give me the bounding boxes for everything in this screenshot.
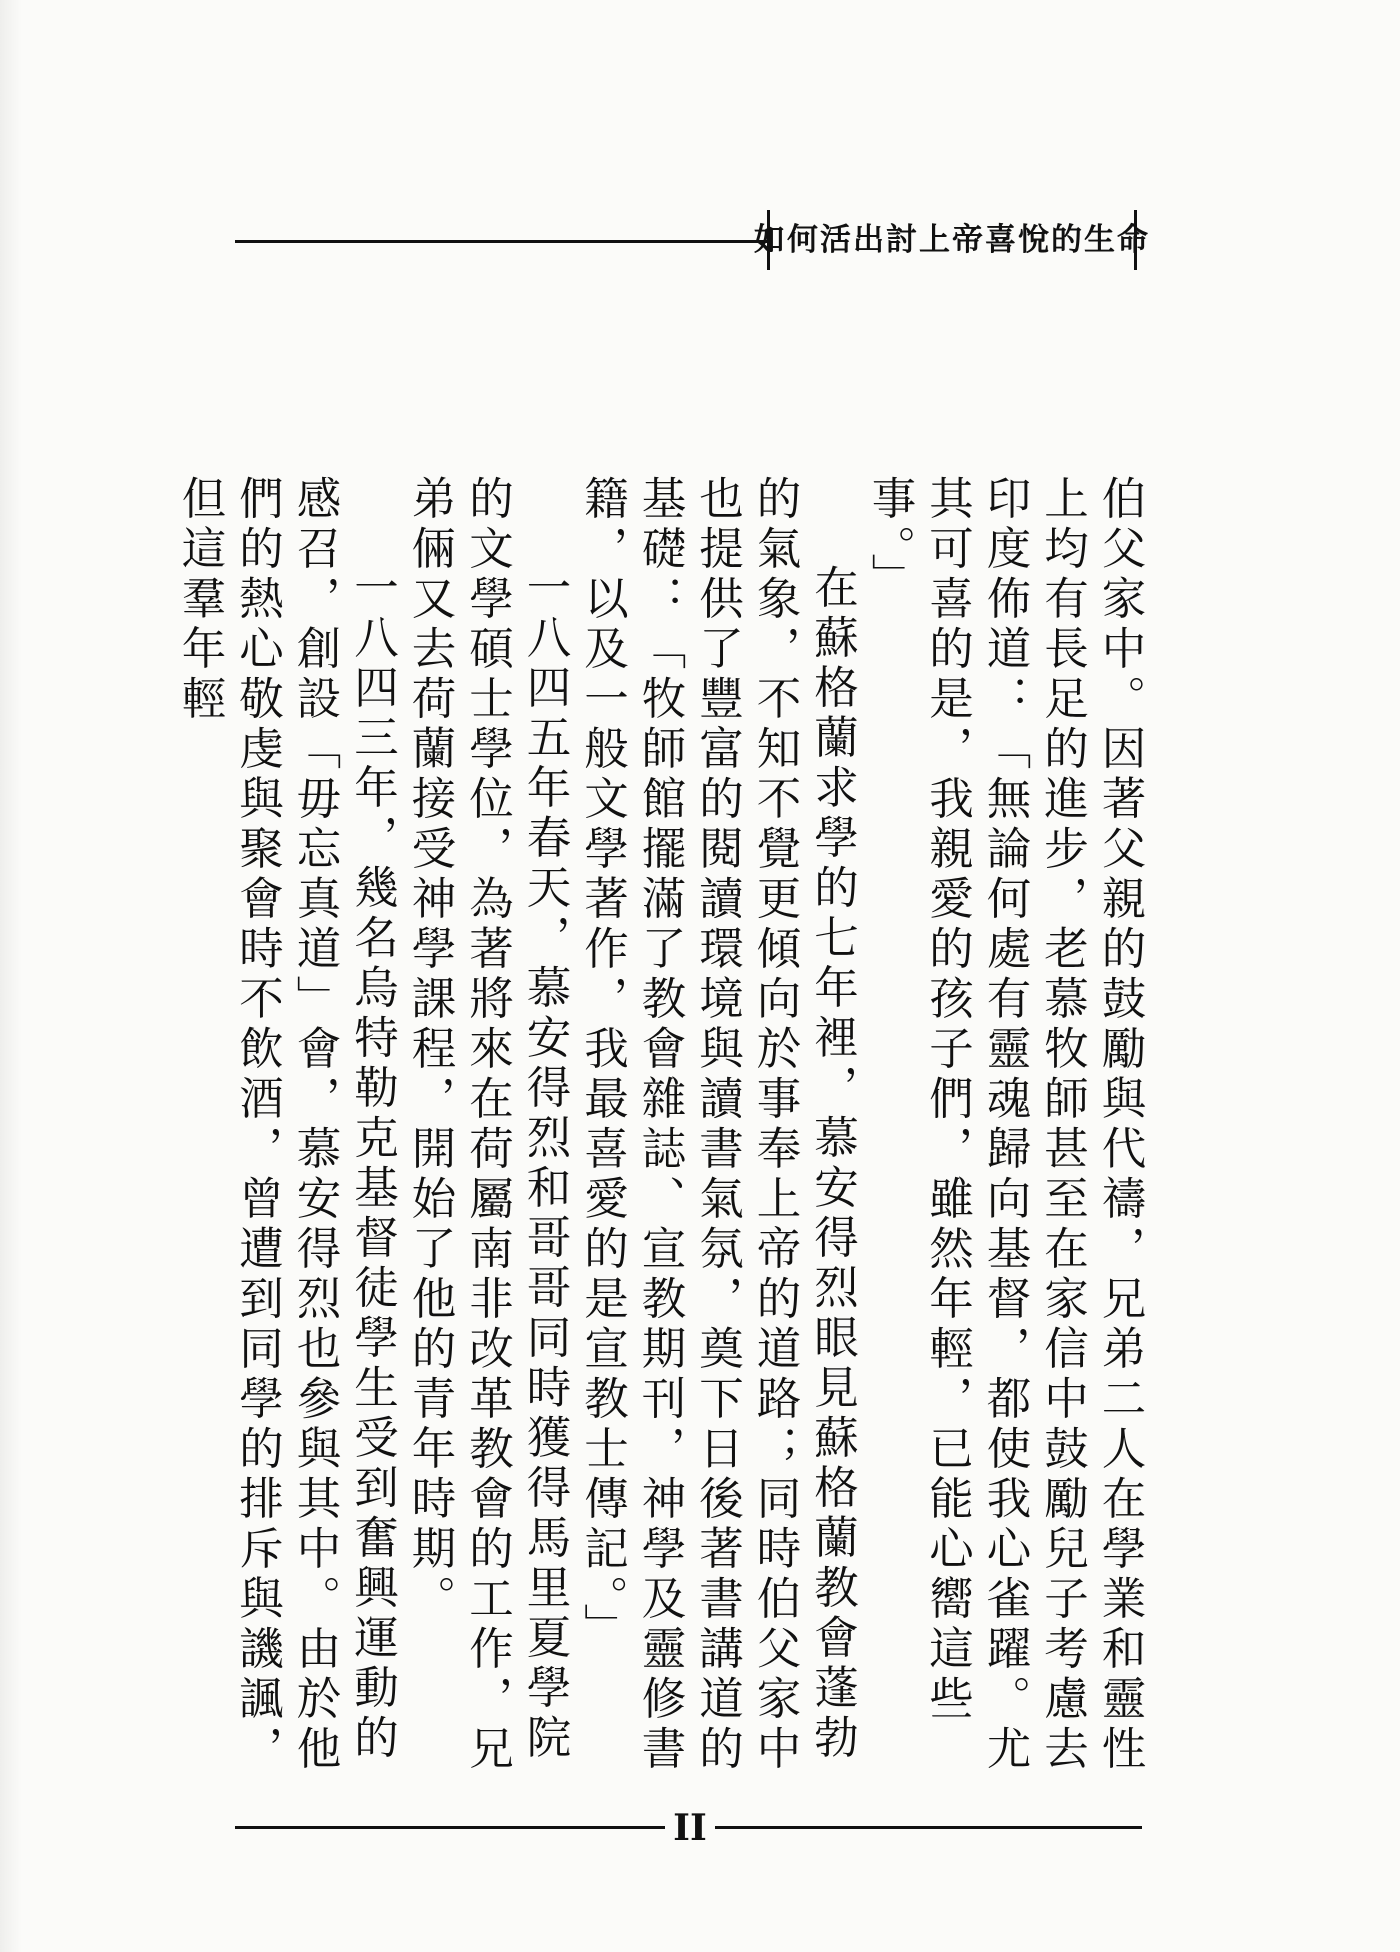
page-number: II bbox=[673, 1807, 707, 1849]
running-header-title: 如何活出討上帝喜悅的生命 bbox=[754, 221, 1150, 258]
footer-rule-right bbox=[715, 1826, 1142, 1829]
header-rule bbox=[235, 240, 767, 243]
running-header bbox=[754, 210, 1150, 270]
scan-edge-shadow bbox=[0, 0, 22, 1952]
paragraph: 在蘇格蘭求學的七年裡，慕安得烈眼見蘇格蘭教會蓬勃的氣象，不知不覺更傾向於事奉上帝的道路；同時伯父家中也提供了豐富的閱讀環境與讀書氣氛，奠下日後著書講道的基礎：「牧師館擺滿了教會雜誌、宣教期刊，神學及靈修書籍，以及一般文學著作，我最喜愛的是宣教士傳記。」 bbox=[576, 475, 858, 1775]
body-text bbox=[174, 475, 1148, 1785]
footer-rule-left bbox=[235, 1826, 665, 1829]
paragraph: 伯父家中。因著父親的鼓勵與代禱，兄弟二人在學業和靈性上均有長足的進步，老慕牧師甚至在家信中鼓勵兒子考慮去印度佈道：「無論何處有靈魂歸向基督，都使我心雀躍。尤其可喜的是，我親愛的孩子們，雖然年輕，已能心嚮這些事。」 bbox=[864, 475, 1145, 1775]
paragraph: 一八四三年，幾名烏特勒克基督徒學生受到奮興運動的感召，創設「毋忘真道」會，慕安得烈也參與其中。由於他們的熱心敬虔與聚會時不飲酒，曾遭到同學的排斥與譏諷，但這羣年輕 bbox=[174, 475, 398, 1775]
paragraph: 一八四五年春天，慕安得烈和哥哥同時獲得馬里夏學院的文學碩士學位，為著將來在荷屬南非改革教會的工作，兄弟倆又去荷蘭接受神學課程，開始了他的青年時期。 bbox=[404, 475, 570, 1775]
